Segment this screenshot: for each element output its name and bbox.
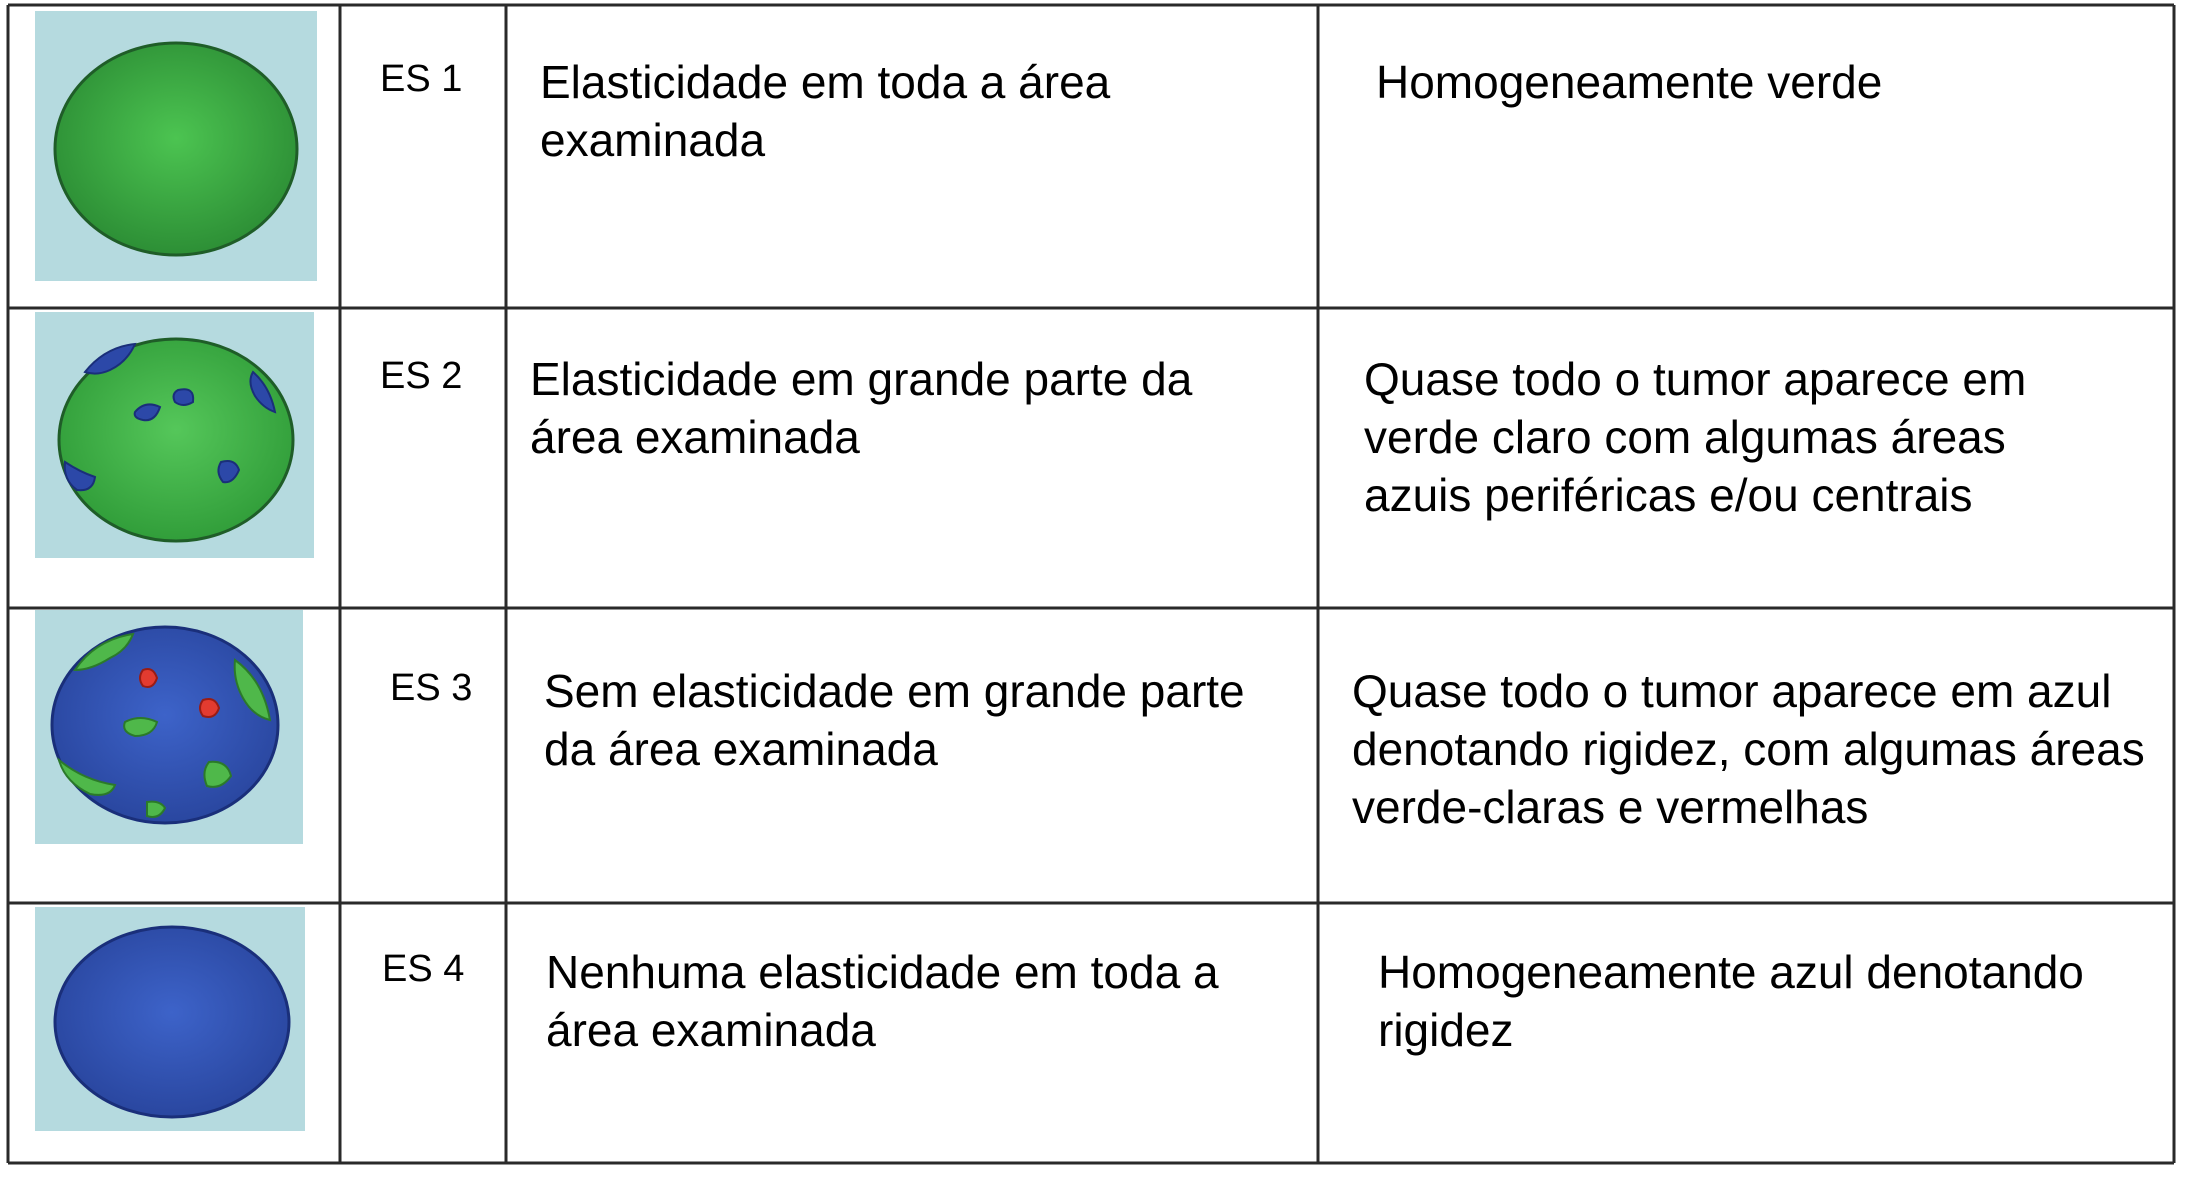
es-code: ES 4 bbox=[382, 948, 465, 990]
blue-ellipse-icon bbox=[35, 907, 305, 1131]
green-ellipse-icon bbox=[35, 11, 317, 281]
appearance-text: Homogeneamente verde bbox=[1376, 56, 1883, 108]
appearance-text: Quase todo o tumor aparece em verde claro com algumas áreas azuis periféricas e/ou centrais bbox=[1364, 353, 2027, 521]
appearance-text: Homogeneamente azul denotando rigidez bbox=[1378, 946, 2084, 1056]
green-ellipse-with-blue-spots-icon bbox=[35, 312, 314, 558]
table-row bbox=[8, 5, 2174, 308]
description-text: Elasticidade em grande parte da área examinada bbox=[530, 353, 1193, 463]
table-row bbox=[8, 308, 2174, 608]
description-text: Elasticidade em toda a área examinada bbox=[540, 56, 1111, 166]
appearance-text: Quase todo o tumor aparece em azul denotando rigidez, com algumas áreas verde-claras e vermelhas bbox=[1352, 665, 2145, 833]
es-code: ES 3 bbox=[390, 667, 473, 709]
es-code: ES 1 bbox=[380, 58, 463, 100]
blue-ellipse-with-green-and-red-spots-icon bbox=[35, 610, 303, 844]
description-text: Nenhuma elasticidade em toda a área examinada bbox=[546, 946, 1219, 1056]
description-text: Sem elasticidade em grande parte da área examinada bbox=[544, 665, 1245, 775]
table-row bbox=[8, 903, 2174, 1163]
table-row bbox=[8, 608, 2174, 903]
es-code: ES 2 bbox=[380, 355, 463, 397]
